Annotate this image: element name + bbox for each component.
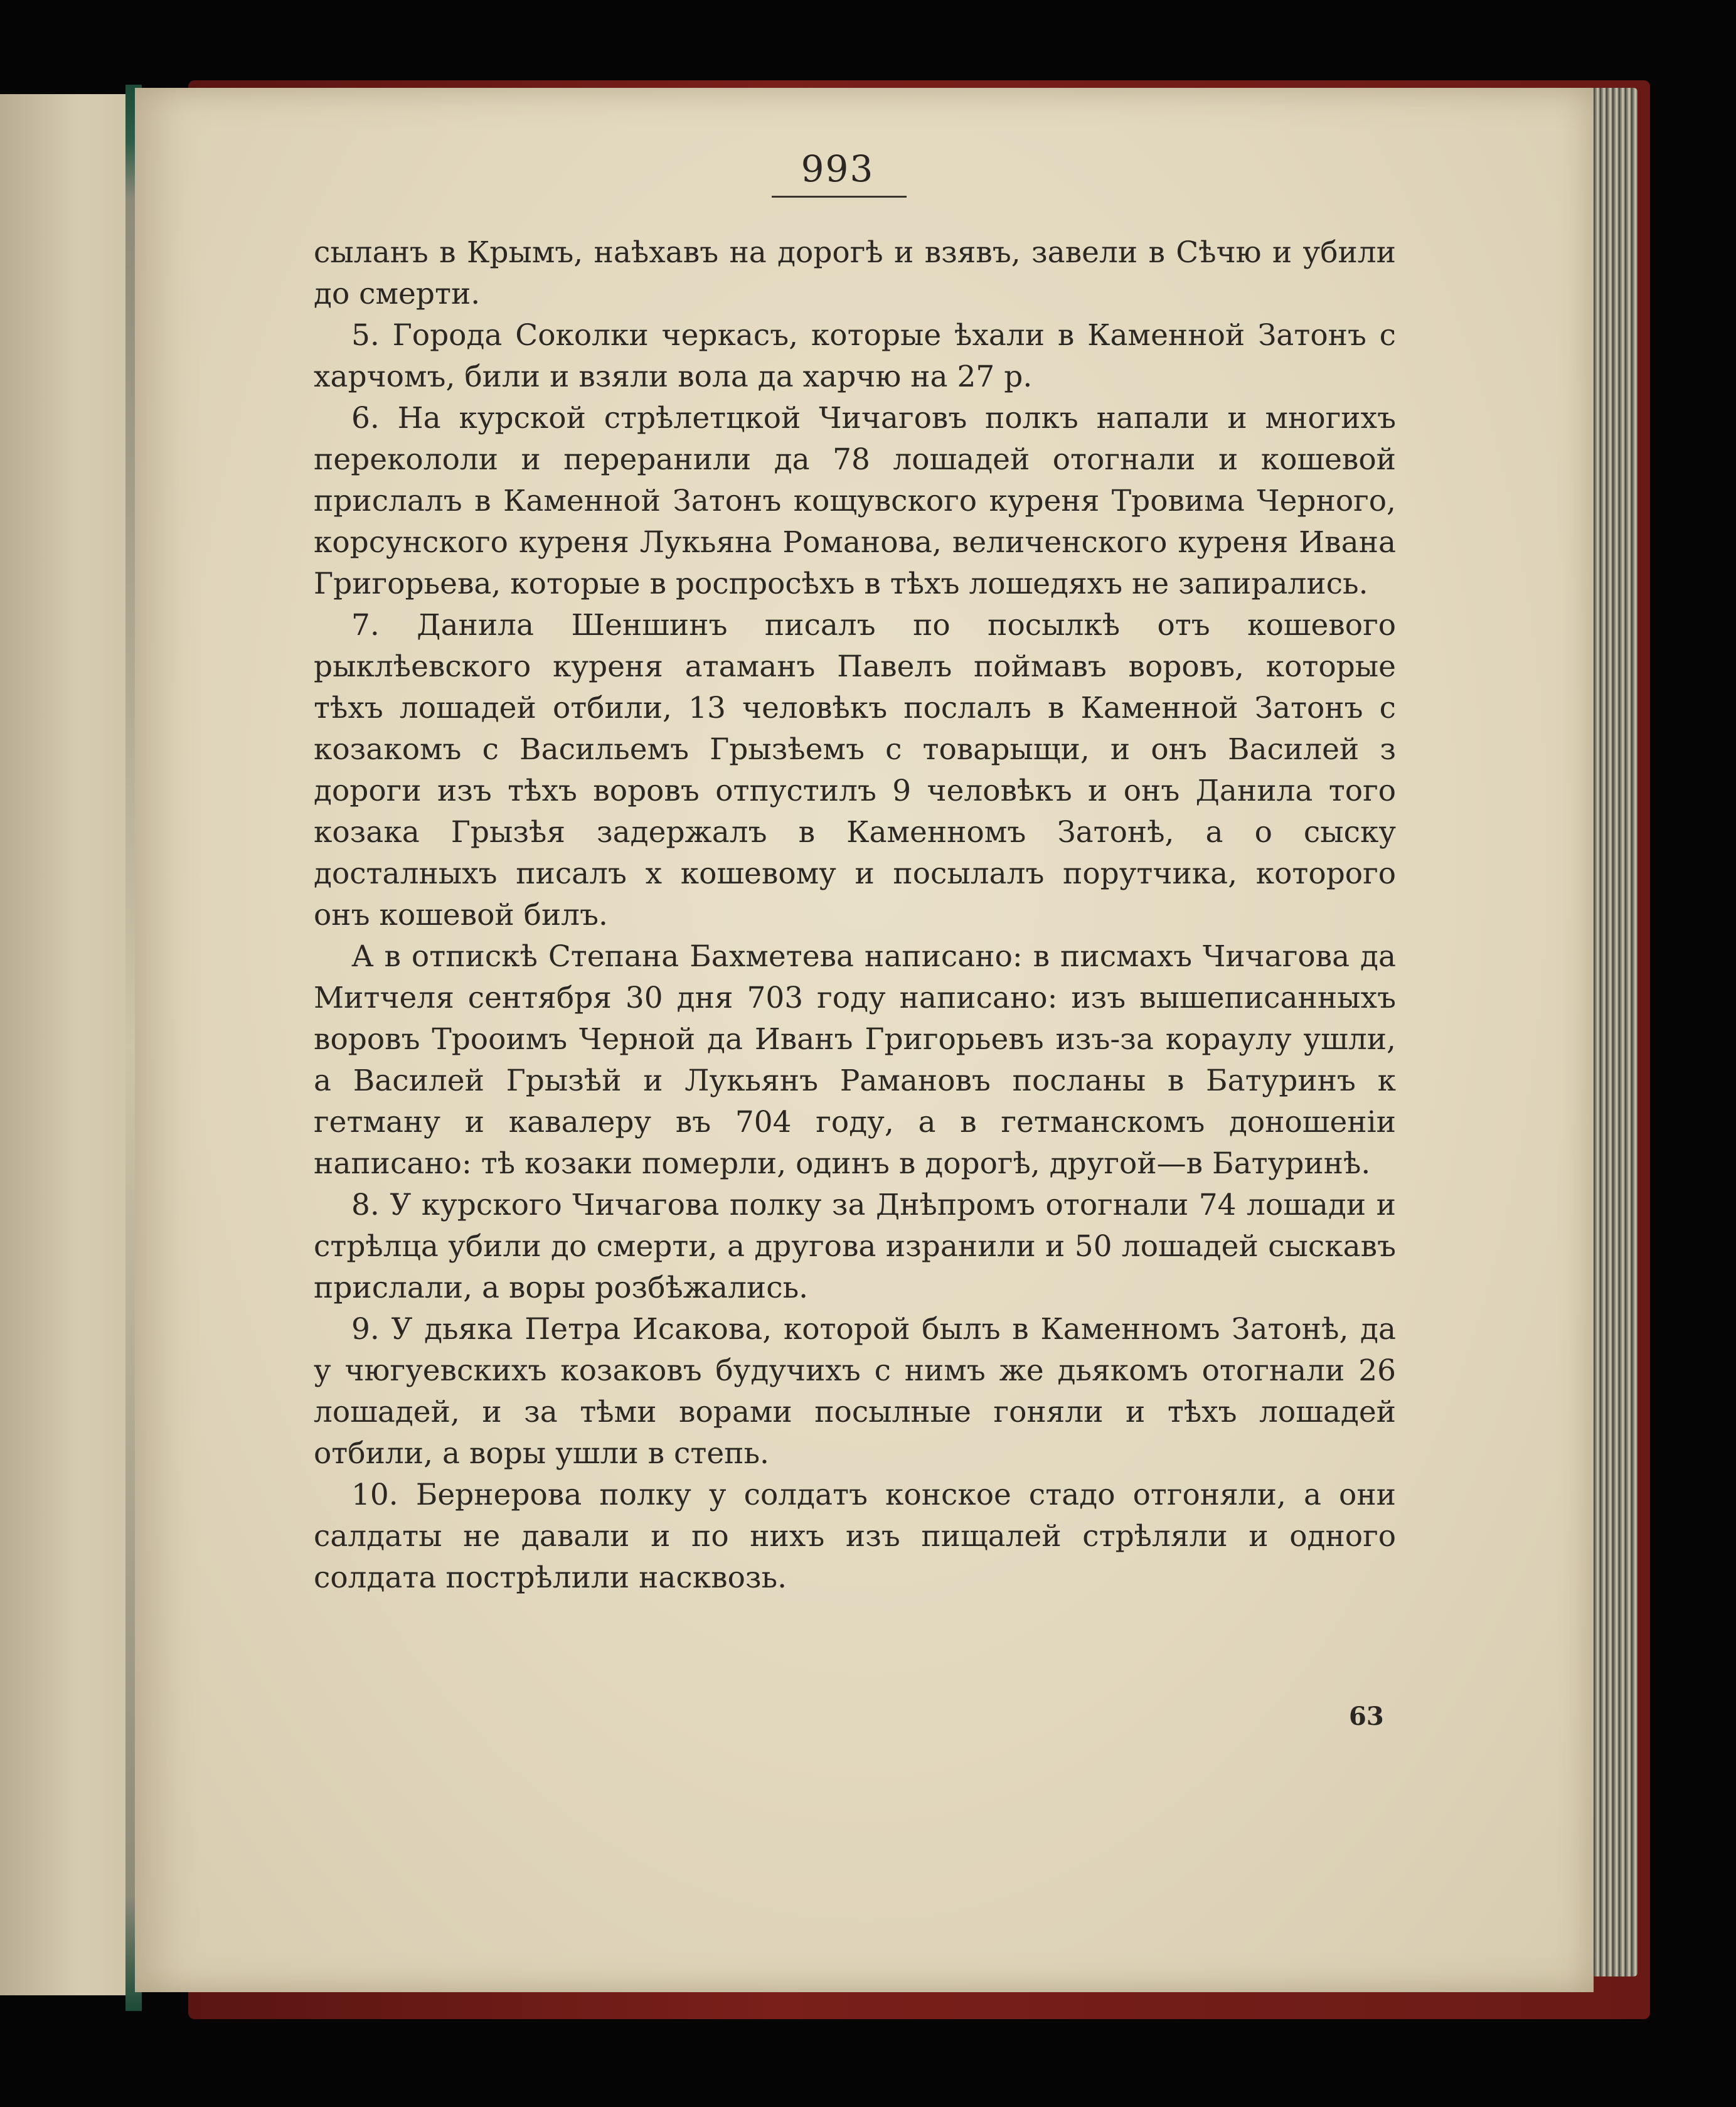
paragraph-4: 7. Данила Шеншинъ писалъ по посылкѣ отъ кошевого рыклѣевского куреня атаманъ Павелъ поймавъ воровъ, которые тѣхъ лошадей отбили, 13 человѣкъ послалъ в Каменной Затонъ с козакомъ с Васильемъ Грызѣемъ с товарыщи, и онъ Василей з дороги изъ тѣхъ воровъ отпустилъ 9 человѣкъ и онъ Данила того козака Грызѣя задержалъ в Каменномъ Затонѣ, а о сыску досталныхъ писалъ х кошевому и посылалъ порутчика, которого онъ кошевой билъ.: [314, 608, 1396, 932]
page-number-rule: [772, 196, 907, 198]
paragraph-7: 9. У дьяка Петра Исакова, которой былъ в Каменномъ Затонѣ, да у чюгуевскихъ козаковъ будучихъ с нимъ же дьякомъ отогнали 26 лошадей, и за тѣми ворами посылные гоняли и тѣхъ лошадей отбили, а воры ушли в степь.: [314, 1312, 1396, 1471]
paragraph-5: А в отпискѣ Степана Бахметева написано: в писмахъ Чичагова да Митчеля сентября 30 дня 703 году написано: изъ вышеписанныхъ воровъ Трооимъ Черной да Иванъ Григорьевъ изъ-за кораулу ушли, а Василей Грызѣй и Лукьянъ Рамановъ посланы в Батуринъ к гетману и кавалеру въ 704 году, а в гетманскомъ доношенiи написано: тѣ козаки померли, одинъ в дорогѣ, другой—в Батуринѣ.: [314, 939, 1396, 1181]
page-body: [314, 232, 1396, 1599]
page-number: 993: [801, 147, 875, 190]
paragraph-6: 8. У курского Чичагова полку за Днѣпромъ отогнали 74 лошади и стрѣлца убили до смерти, а другова изранили и 50 лошадей сыскавъ прислали, а воры розбѣжались.: [314, 1188, 1396, 1305]
paragraph-8: 10. Бернерова полку у солдатъ конское стадо отгоняли, а они салдаты не давали и по нихъ изъ пищалей стрѣляли и одного солдата пострѣлили насквозь.: [314, 1478, 1396, 1595]
sheet-signature: 63: [1349, 1702, 1384, 1731]
paragraph-1: сыланъ в Крымъ, наѣхавъ на дорогѣ и взявъ, завели в Сѣчю и убили до смерти.: [314, 235, 1396, 311]
paragraph-2: 5. Города Соколки черкасъ, которые ѣхали в Каменной Затонъ с харчомъ, били и взяли вола да харчю на 27 р.: [314, 318, 1396, 394]
previous-page-edge: [0, 94, 135, 1995]
paragraph-3: 6. На курской стрѣлетцкой Чичаговъ полкъ напали и многихъ перекололи и переранили да 78 лошадей отогнали и кошевой прислалъ в Каменной Затонъ кощувского куреня Тровима Черного, корсунского куреня Лукьяна Романова, величенского куреня Ивана Григорьева, которые в роспросѣхъ в тѣхъ лошедяхъ не запирались.: [314, 401, 1396, 601]
